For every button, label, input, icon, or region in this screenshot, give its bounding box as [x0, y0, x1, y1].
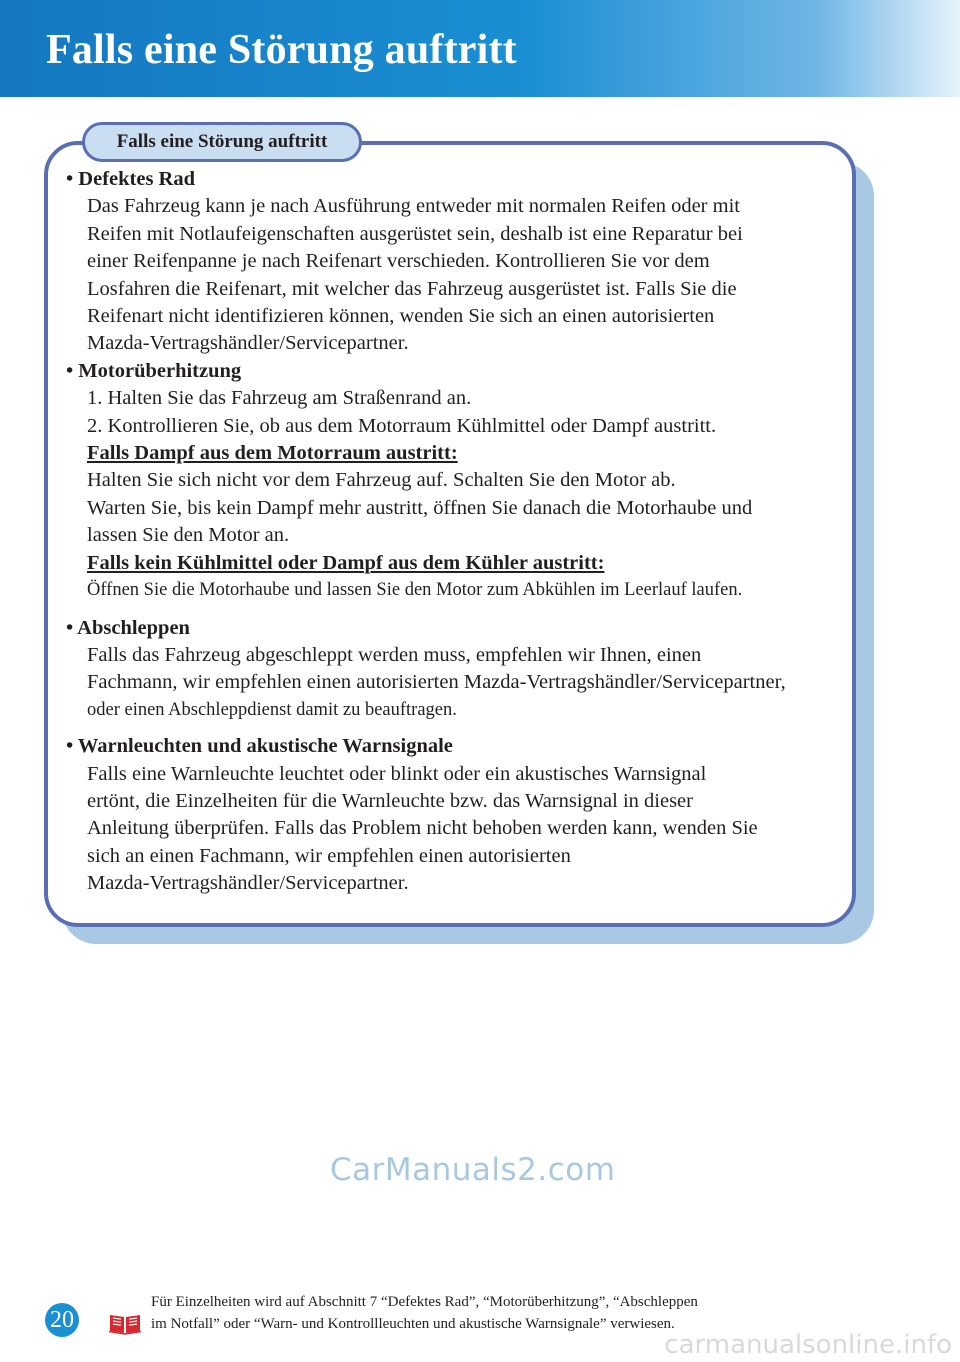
text-line: Fachmann, wir empfehlen einen autorisierten Mazda-Vertragshändler/Servicepartner, [87, 671, 786, 694]
section-warnleuchten [66, 733, 856, 897]
footer-line: Für Einzelheiten wird auf Abschnitt 7 “Defektes Rad”, “Motorüberhitzung”, “Abschleppen [151, 1294, 698, 1310]
text-line: Mazda-Vertragshändler/Servicepartner. [87, 872, 409, 895]
text-line: sich an einen Fachmann, wir empfehlen einen autorisierten [87, 844, 571, 867]
text-line: Anleitung überprüfen. Falls das Problem nicht behoben werden kann, wenden Sie [87, 817, 758, 840]
text-line: Das Fahrzeug kann je nach Ausführung entweder mit normalen Reifen oder mit [87, 195, 740, 218]
text-line: Reifenart nicht identifizieren können, wenden Sie sich an einen autorisierten [87, 305, 715, 328]
step-item: 1. Halten Sie das Fahrzeug am Straßenrand an. [87, 387, 472, 410]
text-line: Losfahren die Reifenart, mit welcher das Fahrzeug ausgerüstet ist. Falls Sie die [87, 277, 737, 300]
panel-tab-label: Falls eine Störung auftritt [82, 122, 362, 162]
page-header [0, 0, 960, 97]
text-line: lassen Sie den Motor an. [87, 524, 290, 547]
section-defektes-rad [66, 166, 856, 358]
section-title: • Abschleppen [66, 616, 190, 639]
section-abschleppen [66, 615, 856, 725]
text-line: Mazda-Vertragshändler/Servicepartner. [87, 332, 409, 355]
case-heading: Falls kein Kühlmittel oder Dampf aus dem Kühler austritt: [87, 551, 605, 574]
section-title: • Defektes Rad [66, 168, 196, 190]
step-item: 2. Kontrollieren Sie, ob aus dem Motorraum Kühlmittel oder Dampf austritt. [87, 414, 717, 437]
case-heading: Falls Dampf aus dem Motorraum austritt: [87, 442, 458, 465]
section-motorueberhitzung [66, 358, 856, 605]
page-title: Falls eine Störung auftritt [46, 27, 517, 73]
section-title: • Motorüberhitzung [66, 359, 242, 382]
text-line: Warten Sie, bis kein Dampf mehr austritt, öffnen Sie danach die Motorhaube und [87, 496, 753, 519]
book-icon [108, 1311, 142, 1335]
text-line: Falls das Fahrzeug abgeschleppt werden muss, empfehlen wir Ihnen, einen [87, 643, 702, 666]
section-title: • Warnleuchten und akustische Warnsignale [66, 735, 453, 758]
text-line: ertönt, die Einzelheiten für die Warnleuchte bzw. das Warnsignal in dieser [87, 789, 693, 812]
text-line: Reifen mit Notlaufeigenschaften ausgerüstet sein, deshalb ist eine Reparatur bei [87, 222, 743, 245]
text-line: Öffnen Sie die Motorhaube und lassen Sie den Motor zum Abkühlen im Leerlauf laufen. [87, 580, 743, 601]
text-line: einer Reifenpanne je nach Reifenart verschieden. Kontrollieren Sie vor dem [87, 250, 710, 273]
panel-content [66, 166, 856, 898]
footer-line: im Notfall” oder “Warn- und Kontrollleuchten und akustische Warnsignale” verwiesen. [151, 1316, 675, 1332]
watermark-text: CarManuals2.com [330, 1152, 616, 1188]
site-watermark: carmanualsonline.info [664, 1330, 952, 1360]
text-line: oder einen Abschleppdienst damit zu beauftragen. [87, 699, 457, 720]
footer-note [151, 1291, 698, 1335]
text-line: Falls eine Warnleuchte leuchtet oder blinkt oder ein akustisches Warnsignal [87, 762, 707, 785]
page-number: 20 [45, 1303, 79, 1337]
text-line: Halten Sie sich nicht vor dem Fahrzeug auf. Schalten Sie den Motor ab. [87, 469, 676, 492]
